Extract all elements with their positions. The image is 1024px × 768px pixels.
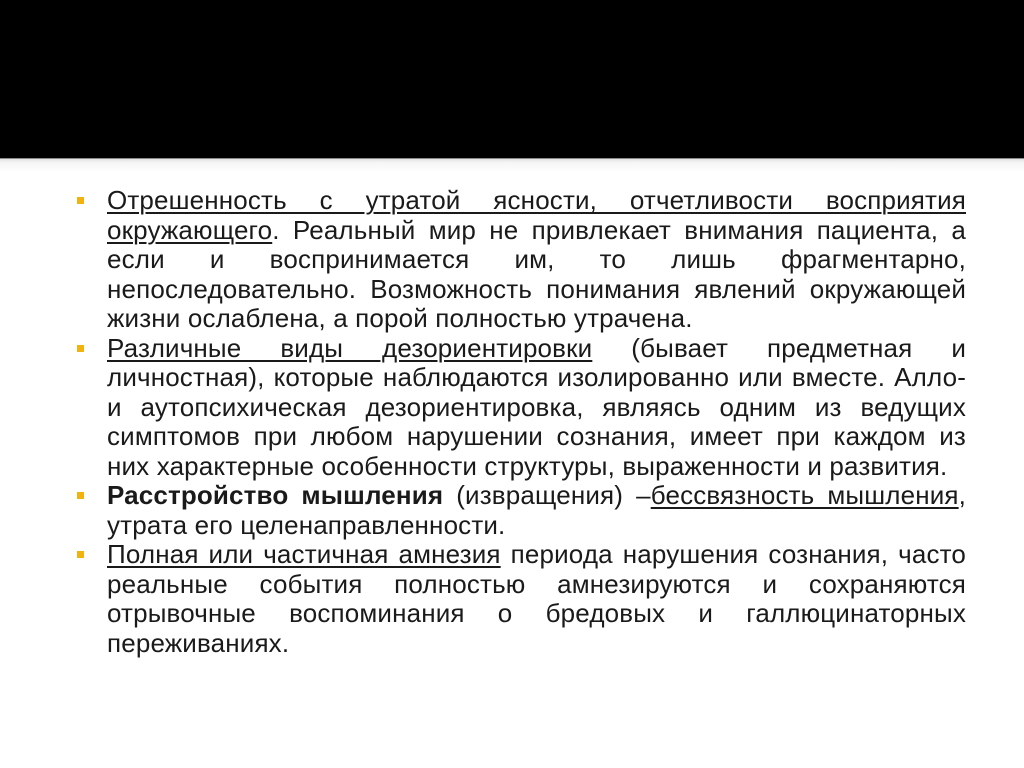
- bullet-list: [77, 186, 966, 658]
- bullet-square-icon: [77, 492, 84, 499]
- bullet-text: (извращения) –: [443, 480, 651, 510]
- bullet-text: . Реальный мир не привлекает внимания пациента, а если и воспринимается им, то лишь фрагментарно, непоследовательно. Возможность понимания явлений окружающей жизни ослаблена, а порой полностью утрачена.: [107, 214, 966, 333]
- bullet-square-icon: [77, 551, 84, 558]
- bullet-item: [77, 540, 966, 658]
- bullet-square-icon: [77, 197, 84, 204]
- title-band: [0, 0, 1024, 158]
- underlined-term: Отрешенность с утратой ясности, отчетливости восприятия окружающего: [107, 185, 966, 245]
- bullet-text: (бывает предметная и личностная), которые наблюдаются изолированно или вместе. Алло- и аутопсихическая дезориентировка, являясь одним из ведущих симптомов при любом нарушении сознания, имеет при каждом из них характерные особенности структуры, выраженности и развития.: [107, 332, 966, 481]
- bullet-item: [77, 481, 966, 540]
- underlined-term: Полная или частичная амнезия: [107, 539, 501, 569]
- bullet-text: , утрата его целенаправленности.: [107, 480, 966, 540]
- bullet-text: периода нарушения сознания, часто реальные события полностью амнезируются и сохраняются отрывочные воспоминания о бредовых и галлюцинаторных переживаниях.: [107, 539, 966, 658]
- bullet-square-icon: [77, 345, 84, 352]
- bullet-item: [77, 186, 966, 334]
- underlined-term: Различные виды дезориентировки: [107, 332, 593, 363]
- bullet-item: [77, 334, 966, 482]
- underlined-term: бессвязность мышления: [650, 480, 959, 510]
- bold-term: Расстройство мышления: [107, 480, 444, 510]
